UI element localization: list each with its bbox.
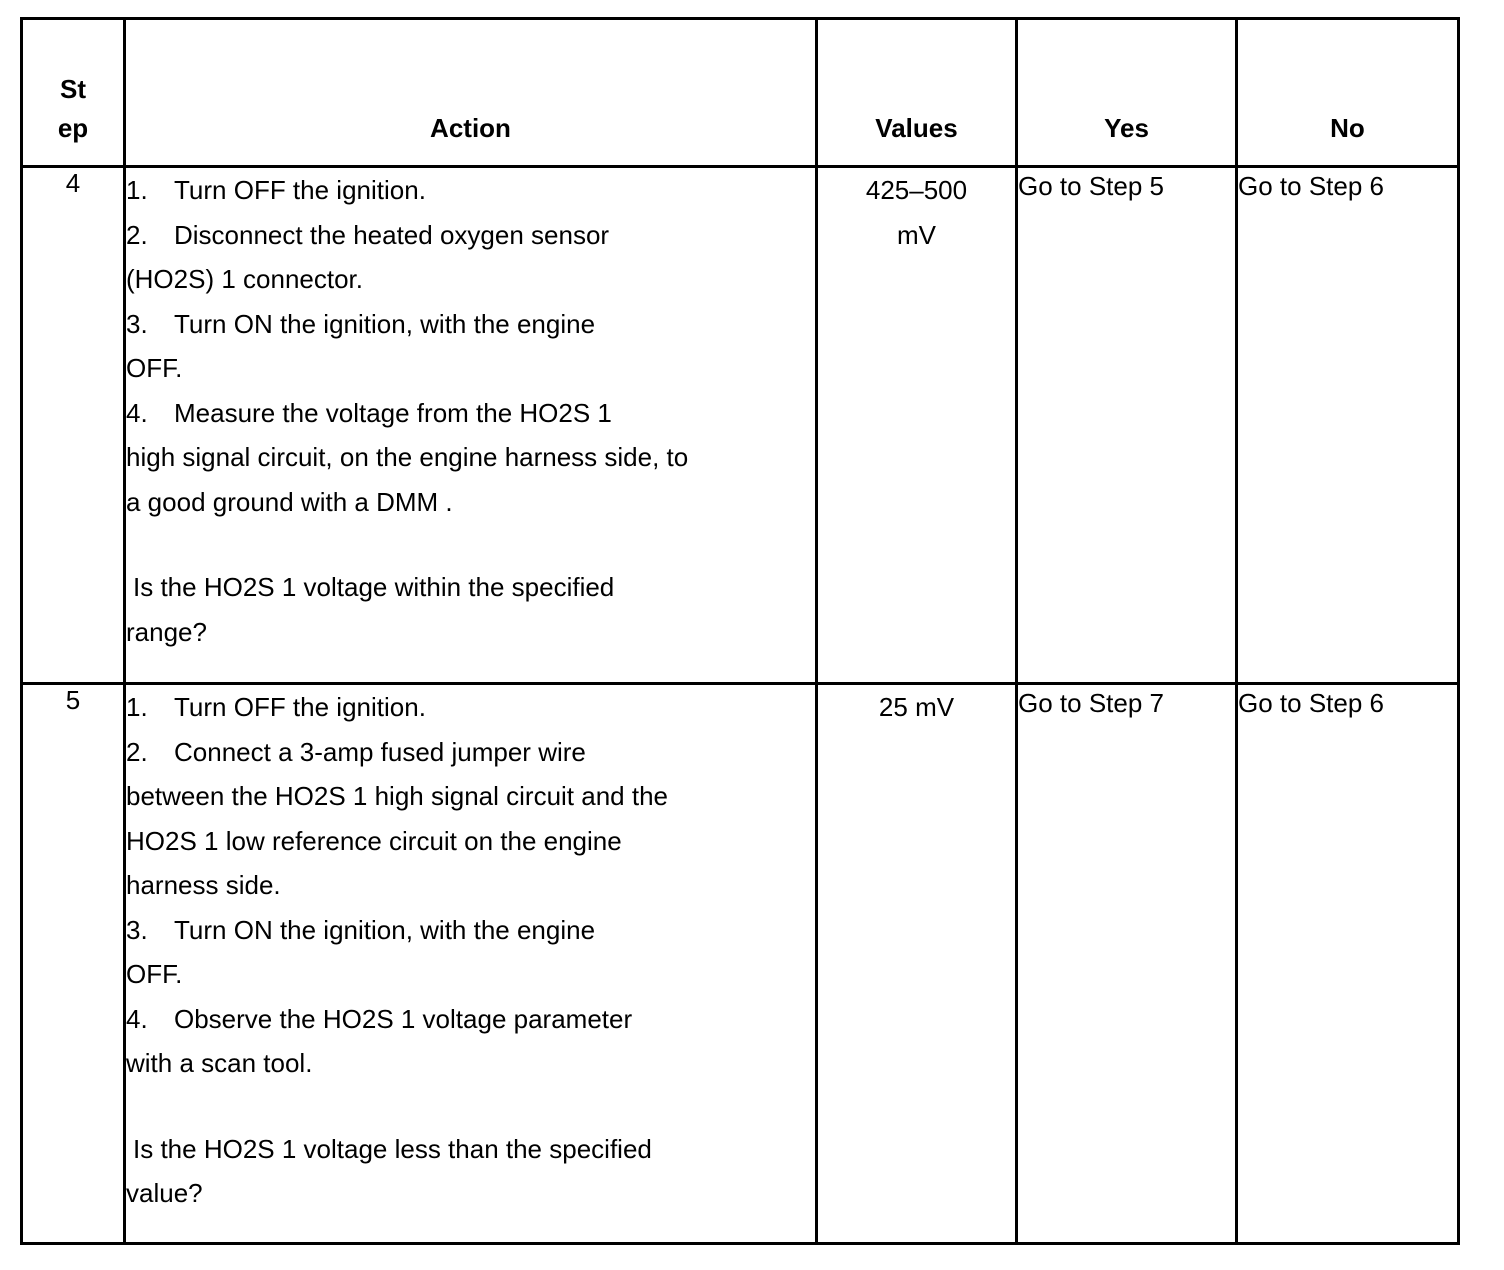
value-line1: 425–500 (865, 175, 968, 205)
header-action: Action (125, 19, 817, 167)
values-cell (817, 684, 1017, 1244)
action-line: 1. Turn OFF the ignition. (126, 692, 426, 722)
values-cell (817, 167, 1017, 684)
step-number: 4 (22, 167, 125, 684)
table-row-step-4 (22, 167, 1459, 684)
header-no: No (1237, 19, 1459, 167)
action-line: a good ground with a DMM . (126, 486, 453, 517)
header-yes: Yes (1017, 19, 1237, 167)
action-question (126, 565, 815, 654)
header-row (22, 19, 1459, 167)
action-line: OFF. (126, 353, 183, 383)
yes-cell: Go to Step 7 (1017, 684, 1237, 1244)
question-line: Is the HO2S 1 voltage within the specified (133, 572, 615, 602)
yes-cell: Go to Step 5 (1017, 167, 1237, 684)
diagnostic-table (20, 17, 1460, 1245)
value-line1: 25 mV (878, 692, 955, 722)
no-cell: Go to Step 6 (1237, 684, 1459, 1244)
action-line: 2. Disconnect the heated oxygen sensor (126, 219, 610, 250)
header-step-line2: ep (57, 113, 89, 143)
question-line: value? (126, 1178, 203, 1208)
action-line: (HO2S) 1 connector. (126, 264, 363, 294)
question-line: Is the HO2S 1 voltage less than the specified (133, 1133, 652, 1164)
action-line: with a scan tool. (126, 1048, 313, 1078)
header-step (22, 19, 125, 167)
action-question (126, 1127, 815, 1216)
table-row-step-5 (22, 684, 1459, 1244)
action-line: 3. Turn ON the ignition, with the engine (126, 308, 596, 339)
action-cell (125, 684, 817, 1244)
action-line: 2. Connect a 3-amp fused jumper wire (126, 736, 586, 767)
action-line: harness side. (126, 870, 281, 900)
question-line: range? (126, 616, 207, 647)
action-line: high signal circuit, on the engine harness side, to (126, 442, 689, 472)
action-line: 1. Turn OFF the ignition. (126, 175, 426, 205)
header-step-line1: St (60, 74, 86, 104)
action-line: 3. Turn ON the ignition, with the engine (126, 914, 596, 945)
action-line: 4. Observe the HO2S 1 voltage parameter (126, 1003, 633, 1034)
action-line: 4. Measure the voltage from the HO2S 1 (126, 397, 612, 428)
action-line: OFF. (126, 959, 183, 989)
action-line: between the HO2S 1 high signal circuit and the (126, 781, 669, 811)
step-number: 5 (22, 684, 125, 1244)
no-cell: Go to Step 6 (1237, 167, 1459, 684)
header-values: Values (817, 19, 1017, 167)
action-cell (125, 167, 817, 684)
value-line2: mV (897, 219, 936, 250)
action-line: HO2S 1 low reference circuit on the engine (126, 825, 622, 856)
